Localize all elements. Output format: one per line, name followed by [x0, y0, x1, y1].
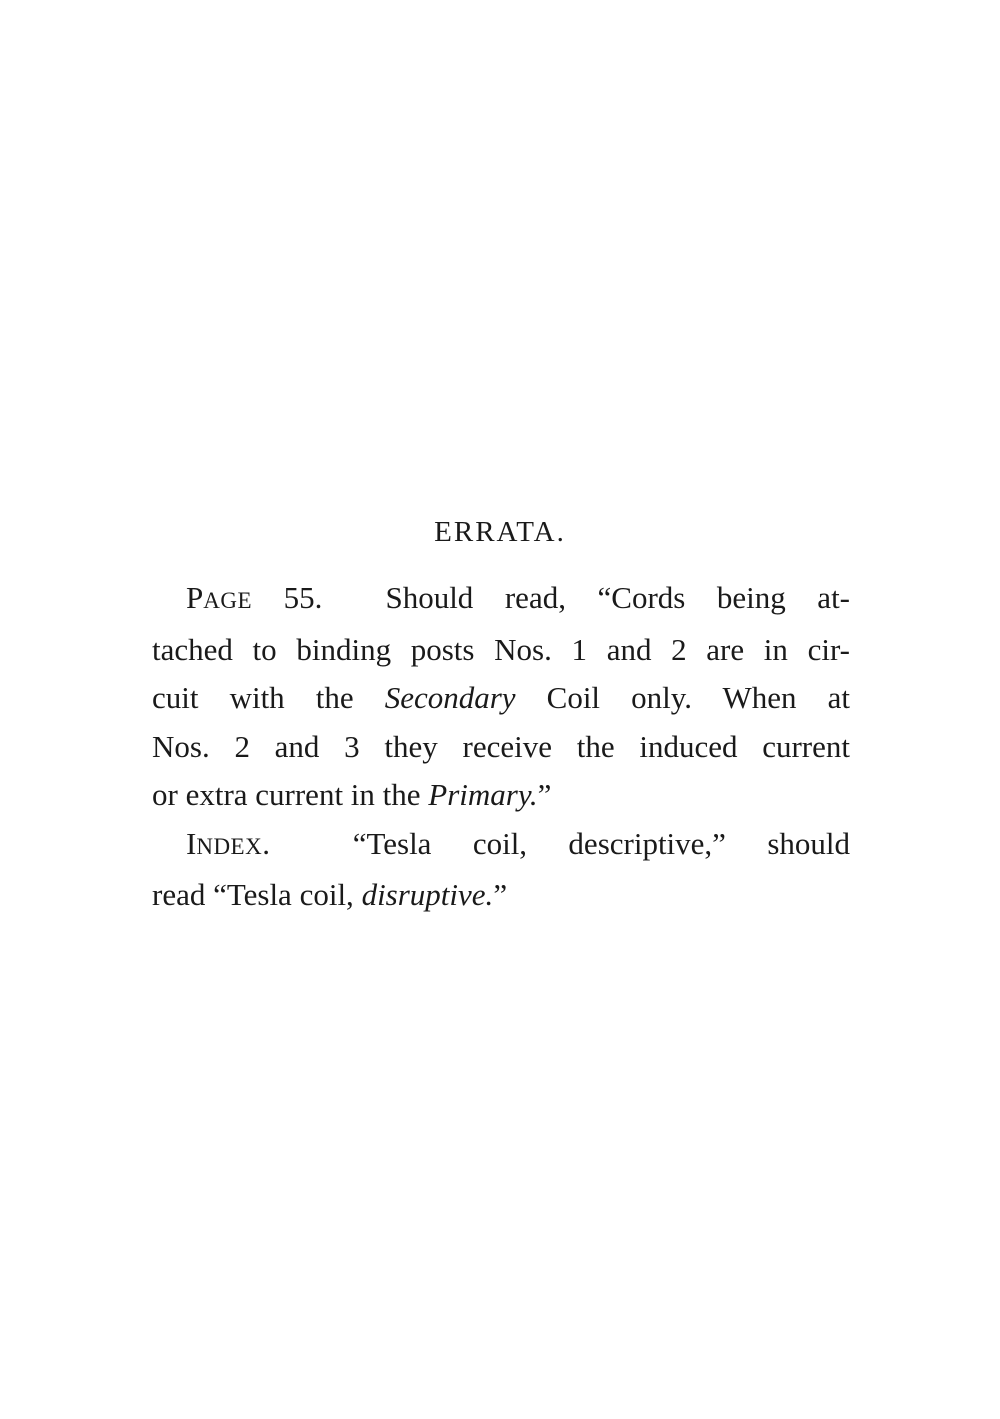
errata-line: tached to binding posts Nos. 1 and 2 are in cir-: [152, 631, 850, 667]
errata-line: INDEX. “Tesla coil, descriptive,” should: [186, 825, 850, 861]
page-number: 55.: [283, 580, 323, 615]
entry-label: PAGE: [186, 580, 253, 615]
errata-line: cuit with the Secondary Coil only. When at: [152, 680, 850, 715]
errata-body: [152, 574, 850, 920]
italic-term: disruptive.: [361, 877, 494, 912]
errata-heading: ERRATA.: [434, 516, 566, 548]
italic-term: Secondary: [384, 680, 516, 715]
errata-entry-index: [152, 820, 850, 920]
entry-label: INDEX.: [186, 825, 270, 861]
errata-entry-page: [152, 574, 850, 820]
errata-line: Nos. 2 and 3 they receive the induced current: [152, 728, 850, 764]
errata-line: or extra current in the Primary.”: [152, 777, 552, 812]
italic-term: Primary.: [428, 777, 538, 812]
errata-line: PAGE 55. Should read, “Cords being at-: [186, 580, 851, 615]
errata-line: read “Tesla coil, disruptive.”: [152, 877, 508, 912]
